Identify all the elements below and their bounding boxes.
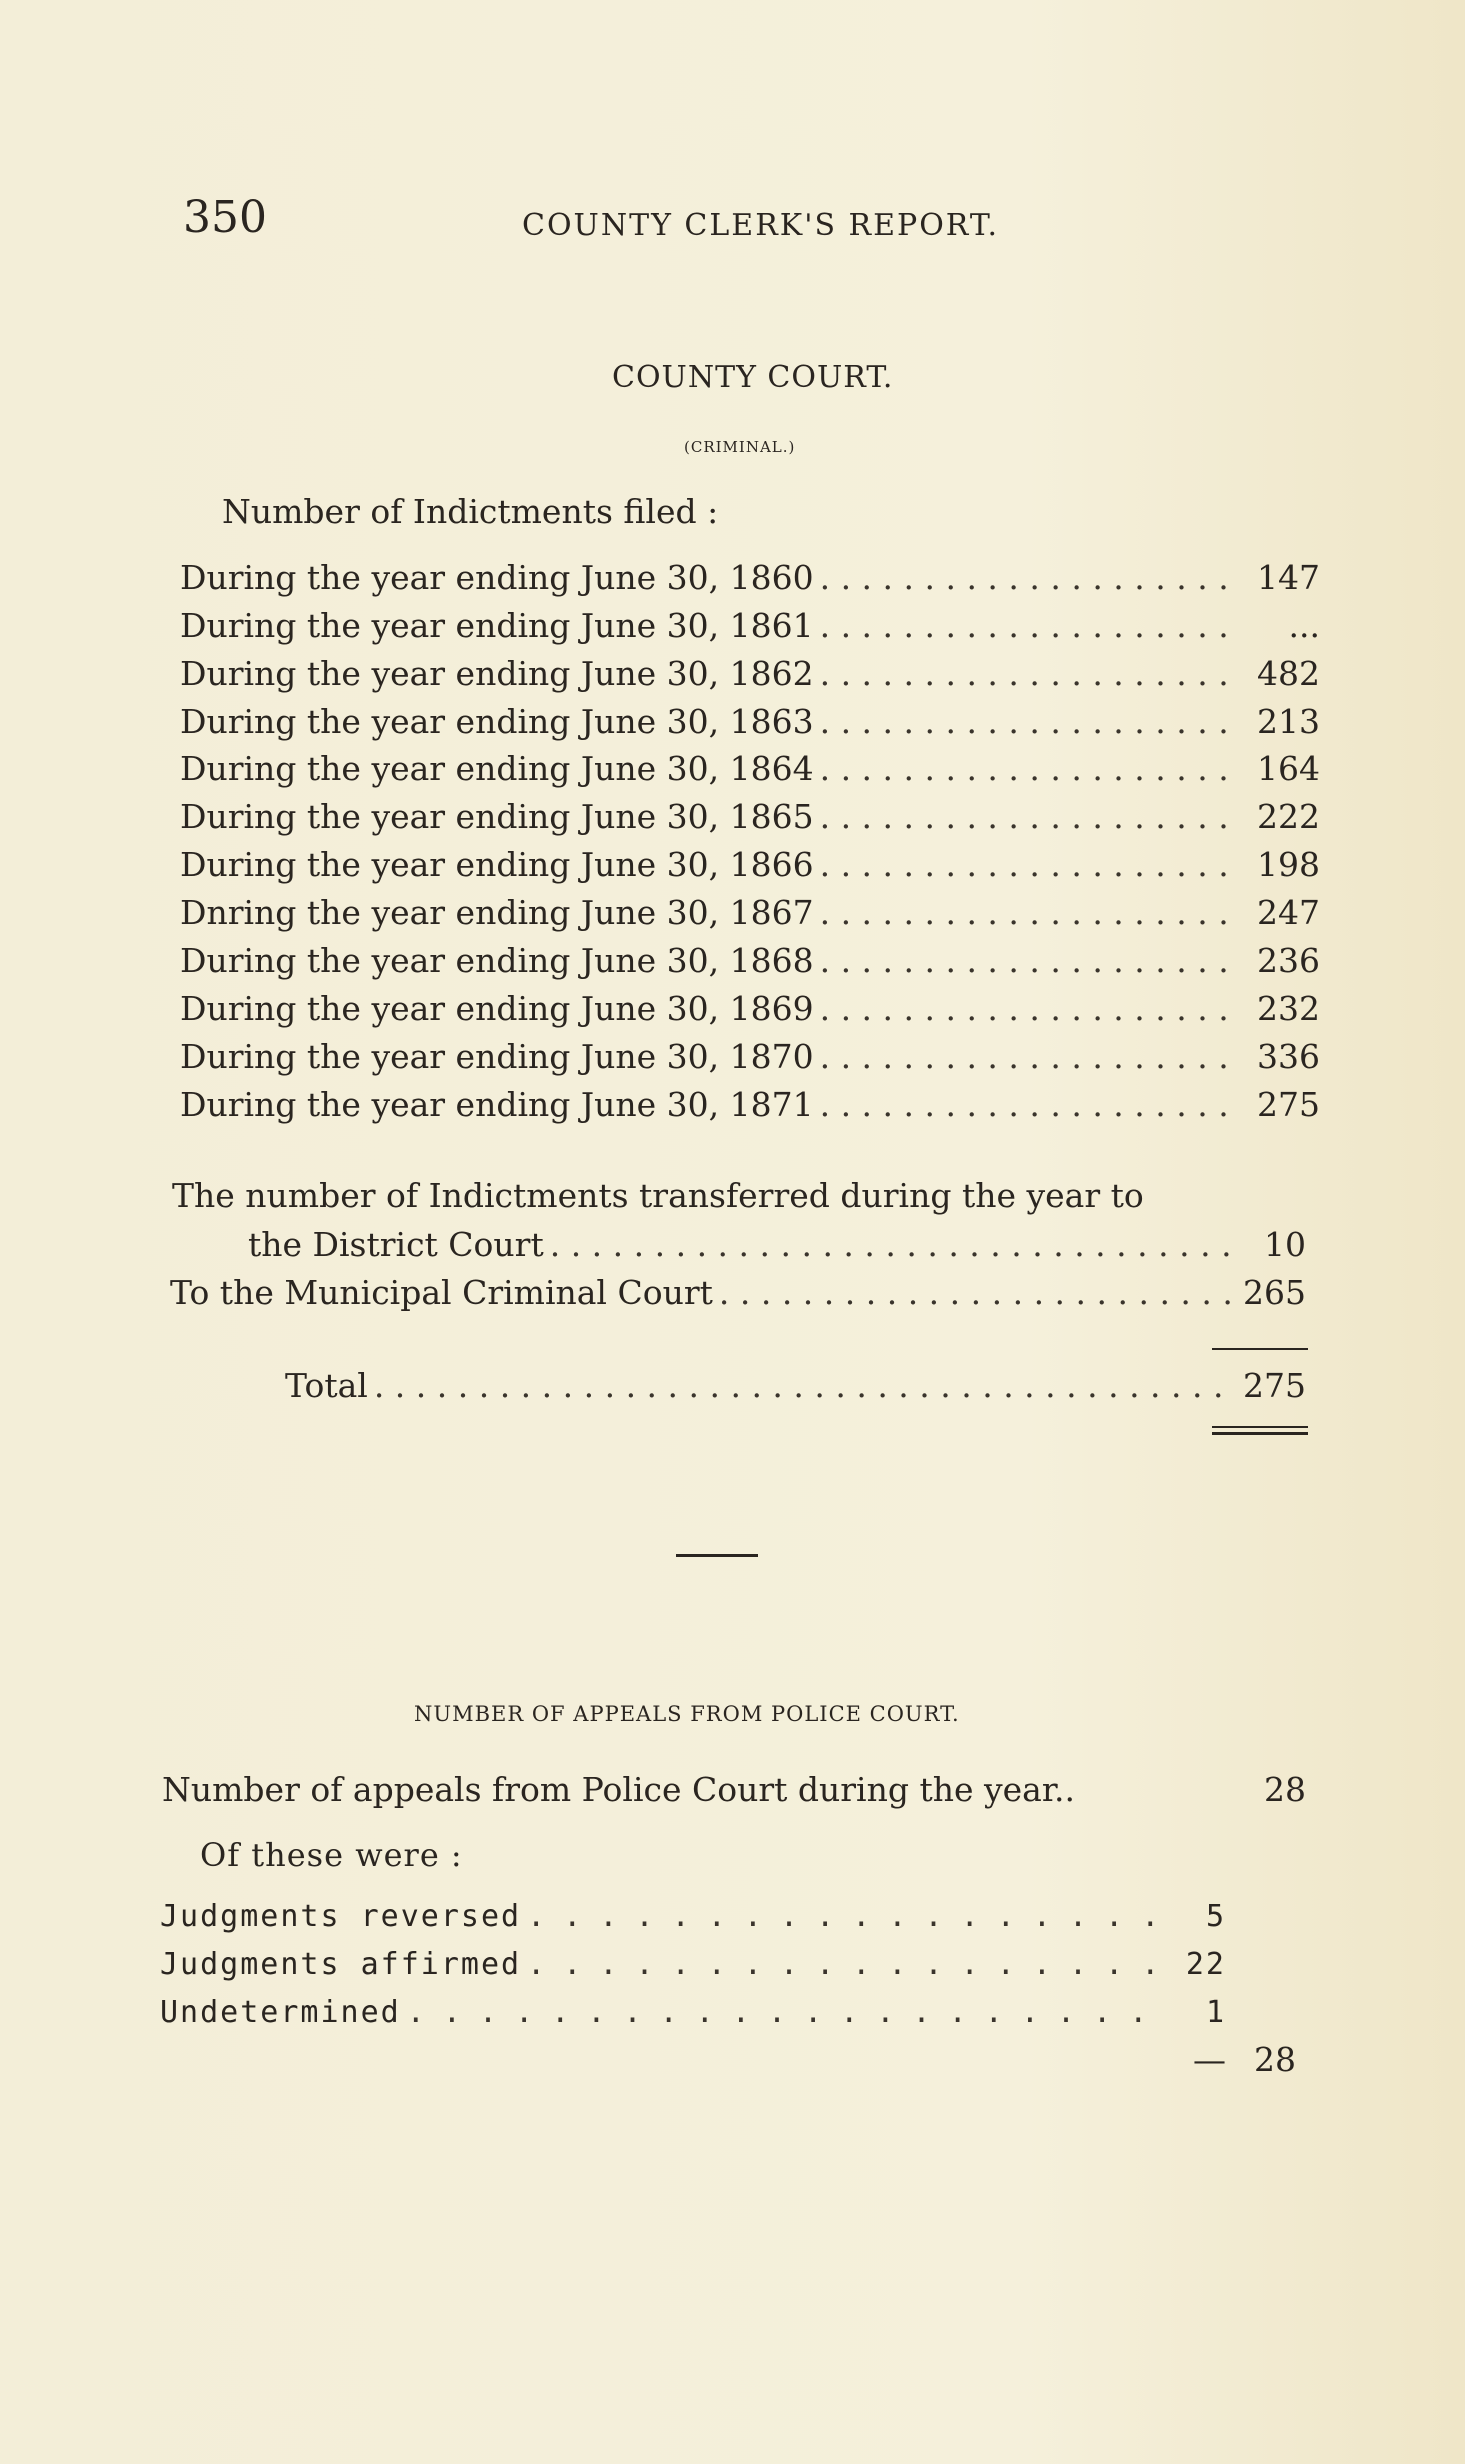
row-label: During the year ending June 30, 1866 (180, 845, 814, 884)
total-value: 275 (1243, 1366, 1306, 1405)
leader-dots (820, 941, 1236, 980)
indictment-row (180, 797, 1320, 843)
total-row (285, 1366, 1306, 1412)
row-value: 198 (1257, 845, 1320, 884)
section-subtitle: (CRIMINAL.) (684, 438, 796, 456)
row-label: To the Municipal Criminal Court (170, 1273, 713, 1312)
leader-dots (820, 702, 1236, 741)
row-label: Dnring the year ending June 30, 1867 (180, 893, 814, 932)
row-label: During the year ending June 30, 1868 (180, 941, 814, 980)
row-value: 232 (1257, 989, 1320, 1028)
row-label: the District Court (248, 1225, 544, 1264)
appeals-line-value: 28 (1264, 1770, 1306, 1809)
indictment-row (180, 749, 1320, 795)
appeal-row (160, 1995, 1226, 2041)
row-label: During the year ending June 30, 1862 (180, 654, 814, 693)
indictment-row (180, 558, 1320, 604)
row-value: 164 (1257, 749, 1320, 788)
row-value: 482 (1257, 654, 1320, 693)
row-value: 265 (1243, 1273, 1306, 1312)
row-value: 336 (1257, 1037, 1320, 1076)
leader-dots (820, 654, 1236, 693)
leader-dots (527, 1947, 1170, 1982)
leader-dots (820, 1085, 1236, 1124)
indictment-row (180, 1037, 1320, 1083)
row-value: 236 (1257, 941, 1320, 980)
transfers-intro: The number of Indictments transferred during the year to (172, 1176, 1144, 1215)
indictment-row (180, 702, 1320, 748)
row-label: During the year ending June 30, 1860 (180, 558, 814, 597)
row-label: Judgments reversed (160, 1899, 522, 1934)
leader-dots (719, 1273, 1230, 1312)
total-double-rule-top (1212, 1426, 1308, 1428)
row-value: 147 (1257, 558, 1320, 597)
row-value: 5 (1205, 1899, 1226, 1934)
transfer-row (248, 1225, 1306, 1271)
row-value: 247 (1257, 893, 1320, 932)
leader-dots (407, 1995, 1170, 2030)
running-head: COUNTY CLERK'S REPORT. (522, 208, 1000, 243)
appeals-line-label: Number of appeals from Police Court during the year.. (162, 1770, 1075, 1809)
sum-rule (1212, 1348, 1308, 1350)
leader-dots (820, 558, 1236, 597)
row-value: 275 (1257, 1085, 1320, 1124)
leader-dots (820, 845, 1236, 884)
row-label: During the year ending June 30, 1871 (180, 1085, 814, 1124)
indictment-row (180, 1085, 1320, 1131)
leader-dots (820, 893, 1236, 932)
indictment-row (180, 606, 1320, 652)
row-label: Judgments affirmed (160, 1947, 522, 1982)
row-label: During the year ending June 30, 1865 (180, 797, 814, 836)
of-these-label: Of these were : (200, 1836, 463, 1874)
row-label: During the year ending June 30, 1870 (180, 1037, 814, 1076)
row-label: During the year ending June 30, 1864 (180, 749, 814, 788)
indictment-row (180, 654, 1320, 700)
row-value: ... (1288, 606, 1320, 645)
section-divider (676, 1554, 758, 1557)
row-value: 1 (1205, 1995, 1226, 2030)
leader-dots (820, 1037, 1236, 1076)
row-label: During the year ending June 30, 1869 (180, 989, 814, 1028)
page-number: 350 (183, 192, 267, 243)
row-label: Undetermined (160, 1995, 401, 2030)
final-value: 28 (1254, 2040, 1296, 2079)
indictment-row (180, 845, 1320, 891)
appeals-title: NUMBER OF APPEALS FROM POLICE COURT. (414, 1702, 960, 1726)
leader-dots (820, 749, 1236, 788)
total-label: Total (285, 1366, 368, 1405)
row-value: 222 (1257, 797, 1320, 836)
section-title: COUNTY COURT. (612, 360, 894, 395)
indictment-row (180, 989, 1320, 1035)
indictment-row (180, 893, 1320, 939)
appeal-row (160, 1899, 1226, 1945)
indictment-row (180, 941, 1320, 987)
leader-dots (374, 1366, 1230, 1405)
row-label: During the year ending June 30, 1861 (180, 606, 814, 645)
leader-dots (820, 606, 1236, 645)
final-dash: — (1193, 2040, 1226, 2079)
indictments-intro: Number of Indictments filed : (222, 492, 719, 531)
leader-dots (820, 797, 1236, 836)
row-value: 22 (1185, 1947, 1226, 1982)
leader-dots (527, 1899, 1170, 1934)
row-label: During the year ending June 30, 1863 (180, 702, 814, 741)
transfer-row (170, 1273, 1306, 1319)
total-double-rule-bottom (1212, 1432, 1308, 1435)
appeals-final-total (1193, 2040, 1296, 2079)
row-value: 10 (1264, 1225, 1306, 1264)
appeal-row (160, 1947, 1226, 1993)
row-value: 213 (1257, 702, 1320, 741)
leader-dots (820, 989, 1236, 1028)
appeals-total-line (162, 1770, 1306, 1809)
leader-dots (550, 1225, 1230, 1264)
